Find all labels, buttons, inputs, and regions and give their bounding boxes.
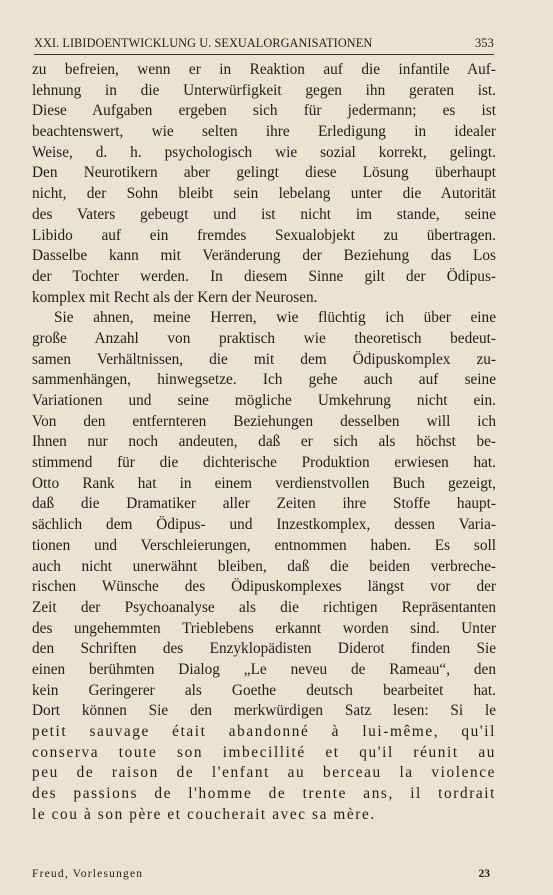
text-line: Von den entfernteren Beziehungen desselben will ich <box>32 412 496 430</box>
text-line: sammenhängen, hinwegsetze. Ich gehe auch auf seine <box>32 371 496 389</box>
text-line: le cou à son père et coucherait avec sa mère. <box>32 805 376 823</box>
text-line: lehnung in die Unterwürfigkeit gegen ihn geraten ist. <box>32 81 496 99</box>
signature-mark: Freud, Vorlesungen <box>32 868 144 880</box>
text-line: komplex mit Recht als der Kern der Neurosen. <box>32 288 318 306</box>
text-line: beachtenswert, wie selten ihre Erledigung in idealer <box>32 123 496 141</box>
chapter-title: XXI. LIBIDOENTWICKLUNG U. SEXUALORGANISATIONEN <box>34 36 373 50</box>
text-line: Diese Aufgaben ergeben sich für jedermann; es ist <box>32 102 496 120</box>
page-number: 353 <box>474 36 494 50</box>
text-line: petit sauvage était abandonné à lui-même, qu'il <box>32 723 496 740</box>
text-line: große Anzahl von praktisch wie theoretisch bedeut- <box>32 329 496 347</box>
text-line: Sie ahnen, meine Herren, wie flüchtig ich über eine <box>54 309 496 327</box>
text-line: auch nicht unerwähnt bleiben, daß die beiden verbreche- <box>32 557 496 575</box>
text-line: Zeit der Psychoanalyse als die richtigen Repräsentanten <box>32 598 496 616</box>
text-line: zu befreien, wenn er in Reaktion auf die infantile Auf- <box>32 61 496 78</box>
text-line: samen Verhältnissen, die mit dem Ödipuskomplex zu- <box>32 350 496 368</box>
text-line: Otto Rank hat in einem verdienstvollen Buch gezeigt, <box>32 474 496 492</box>
text-line: des ungehemmten Trieblebens erkannt worden sind. Unter <box>32 619 496 637</box>
text-line: Den Neurotikern aber gelingt diese Lösung überhaupt <box>32 164 496 182</box>
text-line: einen berühmten Dialog „Le neveu de Rameau“, den <box>32 660 496 678</box>
text-line: des passions de l'homme de trente ans, il tordrait <box>32 785 496 803</box>
text-line: Libido auf ein fremdes Sexualobjekt zu übertragen. <box>32 226 496 244</box>
sheet-number: 23 <box>478 868 490 880</box>
body-text <box>32 60 496 825</box>
text-line: den Schriften des Enzyklopädisten Diderot finden Sie <box>32 640 496 658</box>
text-line: Dort können Sie den merkwürdigen Satz lesen: Si le <box>32 702 496 720</box>
text-line: nicht, der Sohn bleibt sein lebelang unter die Autorität <box>32 185 496 203</box>
running-header <box>34 36 494 55</box>
text-line: Weise, d. h. psychologisch wie sozial korrekt, gelingt. <box>32 143 496 161</box>
text-line: Dasselbe kann mit Veränderung der Beziehung das Los <box>32 247 496 265</box>
text-line: daß die Dramatiker aller Zeiten ihre Stoffe haupt- <box>32 495 496 513</box>
text-line: Variationen und seine mögliche Umkehrung nicht ein. <box>32 392 496 409</box>
text-line: der Tochter werden. In diesem Sinne gilt der Ödipus- <box>32 267 496 285</box>
text-line: Ihnen nur noch andeuten, daß er sich als höchst be- <box>32 433 496 451</box>
text-line: tionen und Verschleierungen, entnommen haben. Es soll <box>32 536 496 554</box>
text-line: des Vaters gebeugt und ist nicht im stande, seine <box>32 205 496 223</box>
text-line: sächlich dem Ödipus- und Inzestkomplex, dessen Varia- <box>32 516 496 534</box>
text-line: rischen Wünsche des Ödipuskomplexes längst vor der <box>32 578 496 596</box>
text-line: kein Geringerer als Goethe deutsch bearbeitet hat. <box>32 681 496 699</box>
text-line: peu de raison de l'enfant au berceau la violence <box>32 764 496 782</box>
page-footer <box>32 868 496 880</box>
text-line: conserva toute son imbecillité et qu'il réunit au <box>32 743 496 761</box>
text-line: stimmend für die dichterische Produktion erwiesen hat. <box>32 454 496 472</box>
